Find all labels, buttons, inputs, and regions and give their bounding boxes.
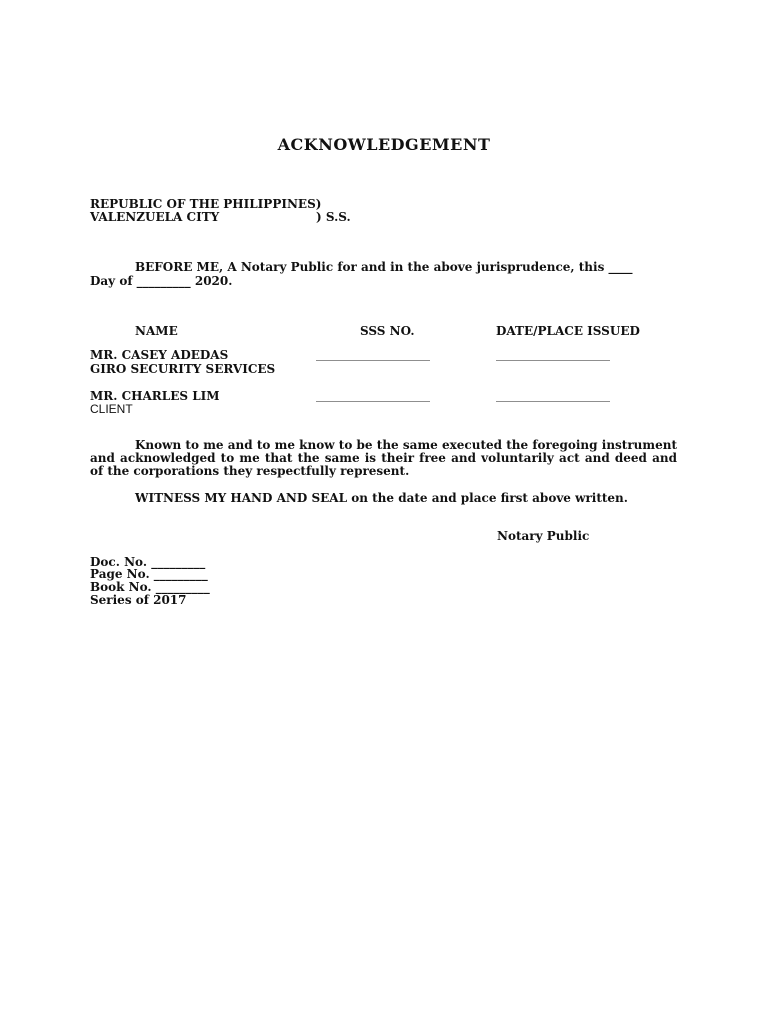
witness-line: WITNESS MY HAND AND SEAL on the date and place first above written. <box>135 491 628 505</box>
row-2-role: CLIENT <box>90 402 133 416</box>
header-date-place: DATE/PLACE ISSUED <box>496 324 640 338</box>
header-name: NAME <box>135 324 178 338</box>
page-no: Page No. _________ <box>90 567 208 581</box>
book-no: Book No. _________ <box>90 580 210 594</box>
doc-no: Doc. No. _________ <box>90 555 206 569</box>
venue-ss: ) S.S. <box>316 210 351 224</box>
intro-line-1: BEFORE ME, A Notary Public for and in the above jurisprudence, this ____ <box>135 260 633 274</box>
row-1-company: GIRO SECURITY SERVICES <box>90 362 276 376</box>
row-1-sss-blank: ___________________ <box>316 347 430 361</box>
series: Series of 2017 <box>90 593 187 607</box>
row-2-date-blank: ___________________ <box>496 388 610 402</box>
body-paragraph: Known to me and to me know to be the same executed the foregoing instrument and acknowledged to me that the same is their free and voluntarily act and deed and of the corporations they respectfully represent. <box>90 438 677 478</box>
venue-city: VALENZUELA CITY <box>90 210 220 224</box>
row-1-date-blank: ___________________ <box>496 347 610 361</box>
row-2-name: MR. CHARLES LIM <box>90 389 220 403</box>
header-sss: SSS NO. <box>360 324 415 338</box>
intro-line-2: Day of _________ 2020. <box>90 274 233 288</box>
document-title: ACKNOWLEDGEMENT <box>277 135 491 154</box>
notary-signature-label: Notary Public <box>497 529 590 543</box>
row-2-sss-blank: ___________________ <box>316 388 430 402</box>
venue-line-1: REPUBLIC OF THE PHILIPPINES) <box>90 197 322 211</box>
row-1-name: MR. CASEY ADEDAS <box>90 348 229 362</box>
